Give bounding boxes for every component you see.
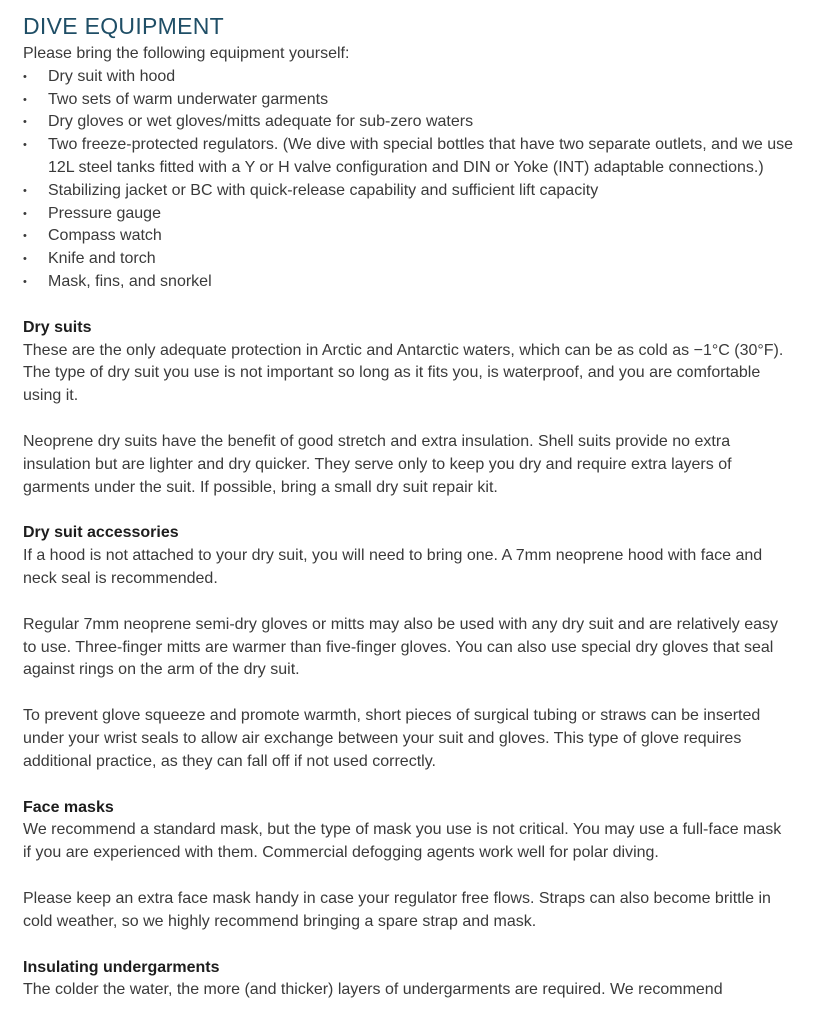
list-item-text: Two freeze-protected regulators. (We dive with special bottles that have two separate outlets, and we use 12L steel tanks fitted with a Y or H valve configuration and DIN or Yoke (INT) adaptable connections.) xyxy=(48,136,793,176)
list-item xyxy=(23,248,793,271)
bullet-icon: • xyxy=(23,230,27,243)
paragraph: These are the only adequate protection in Arctic and Antarctic waters, which can be as cold as −1°C (30°F). The type of dry suit you use is not important so long as it fits you, is waterproof, and you are comfortable using it. xyxy=(23,341,784,405)
equipment-list xyxy=(23,66,793,294)
list-item-text: Compass watch xyxy=(48,227,162,245)
section-heading-dry-suits: Dry suits xyxy=(23,318,92,336)
list-item-text: Dry gloves or wet gloves/mitts adequate for sub-zero waters xyxy=(48,113,474,131)
list-item-text: Two sets of warm underwater garments xyxy=(48,90,329,108)
list-item xyxy=(23,271,793,294)
paragraph: The colder the water, the more (and thicker) layers of undergarments are required. We recommend xyxy=(23,981,723,999)
list-item-text: Pressure gauge xyxy=(48,204,161,222)
list-item xyxy=(23,180,793,203)
paragraph: We recommend a standard mask, but the type of mask you use is not critical. You may use a full-face mask if you are experienced with them. Commercial defogging agents work well for polar diving. xyxy=(23,821,782,862)
bullet-icon: • xyxy=(23,207,27,220)
document-page xyxy=(23,12,793,1002)
list-item xyxy=(23,89,793,112)
bullet-icon: • xyxy=(23,116,27,129)
bullet-icon: • xyxy=(23,139,27,152)
list-item-text: Stabilizing jacket or BC with quick-release capability and sufficient lift capacity xyxy=(48,181,599,199)
section-heading-insulating-undergarments: Insulating undergarments xyxy=(23,958,220,976)
list-item-text: Mask, fins, and snorkel xyxy=(48,272,212,290)
bullet-icon: • xyxy=(23,70,27,83)
page-title: DIVE EQUIPMENT xyxy=(23,13,225,39)
bullet-icon: • xyxy=(23,93,27,106)
list-item xyxy=(23,203,793,226)
list-item xyxy=(23,66,793,89)
paragraph: Regular 7mm neoprene semi-dry gloves or mitts may also be used with any dry suit and are relatively easy to use. Three-finger mitts are warmer than five-finger gloves. You can also use special dry gloves that seal against rings on the arm of the dry suit. xyxy=(23,615,778,679)
section-heading-face-masks: Face masks xyxy=(23,798,114,816)
list-item-text: Knife and torch xyxy=(48,250,156,268)
list-item xyxy=(23,134,793,180)
bullet-icon: • xyxy=(23,184,27,197)
paragraph: If a hood is not attached to your dry suit, you will need to bring one. A 7mm neoprene hood with face and neck seal is recommended. xyxy=(23,547,763,587)
bullet-icon: • xyxy=(23,275,27,288)
section-heading-dry-suit-accessories: Dry suit accessories xyxy=(23,524,179,542)
list-item xyxy=(23,225,793,248)
list-item-text: Dry suit with hood xyxy=(48,67,176,85)
intro-text: Please bring the following equipment yourself: xyxy=(23,45,350,62)
paragraph: Neoprene dry suits have the benefit of good stretch and extra insulation. Shell suits provide no extra insulation but are lighter and dry quicker. They serve only to keep you dry and require extra layers of garments under the suit. If possible, bring a small dry suit repair kit. xyxy=(23,432,732,496)
list-item xyxy=(23,111,793,134)
paragraph: Please keep an extra face mask handy in case your regulator free flows. Straps can also become brittle in cold weather, so we highly recommend bringing a spare strap and mask. xyxy=(23,889,771,930)
bullet-icon: • xyxy=(23,253,27,266)
paragraph: To prevent glove squeeze and promote warmth, short pieces of surgical tubing or straws can be inserted under your wrist seals to allow air exchange between your suit and gloves. This type of glove requires additional practice, as they can fall off if not used correctly. xyxy=(23,707,761,770)
